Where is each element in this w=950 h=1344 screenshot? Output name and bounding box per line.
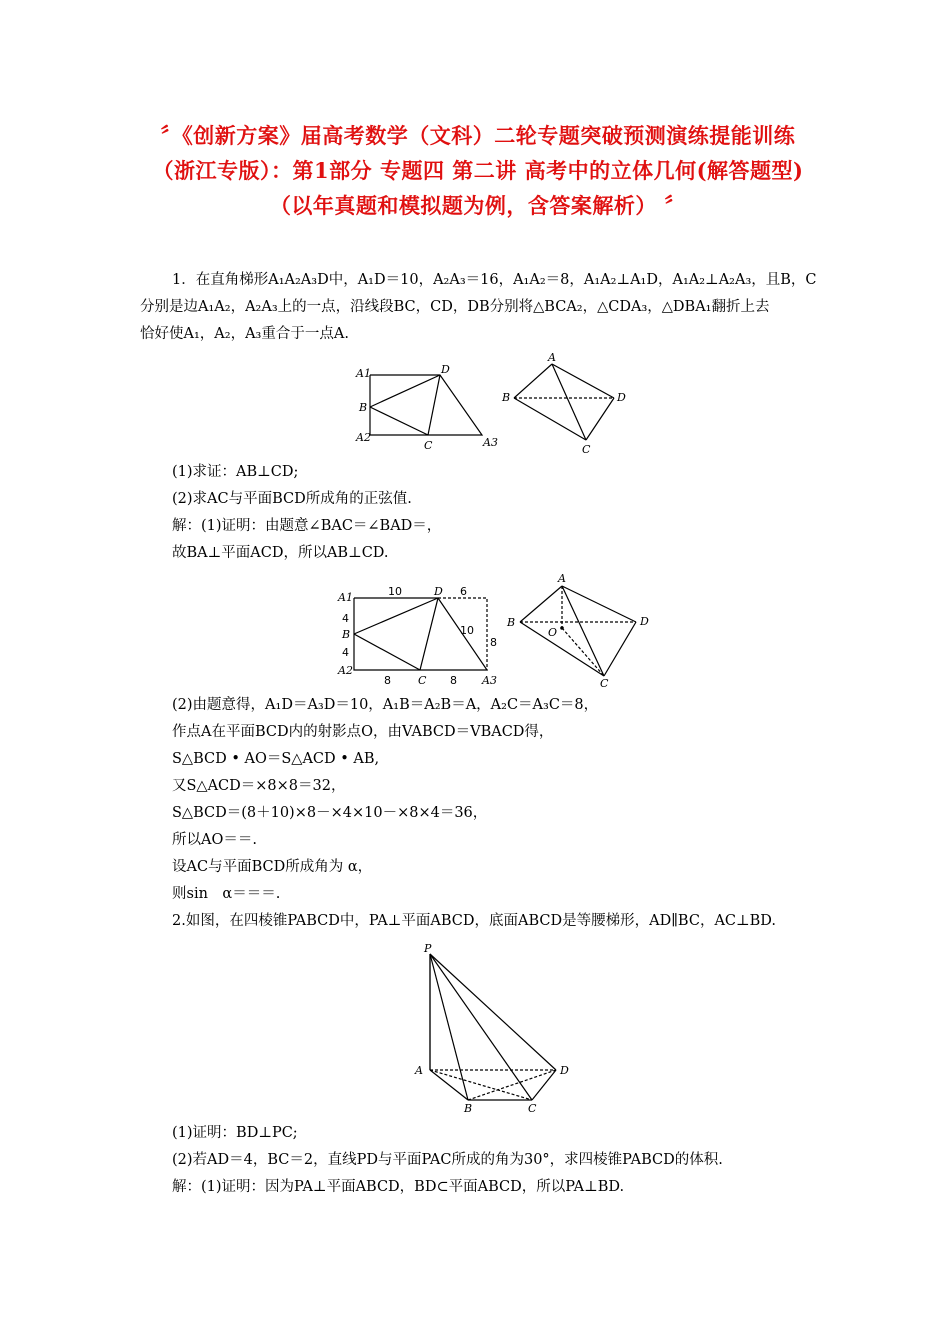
text-line-2: 分别是边A₁A₂，A₂A₃上的一点，沿线段BC，CD，DB分别将△BCA₂，△CDA₃，△DBA₁翻折上去 bbox=[140, 299, 770, 315]
label-A3: A3 bbox=[482, 674, 497, 687]
label-A: A bbox=[548, 351, 556, 364]
text-line-16: 2.如图，在四棱锥PABCD中，PA⊥平面ABCD，底面ABCD是等腰梯形，AD∥BC，AC⊥BD. bbox=[172, 913, 777, 929]
label-B: B bbox=[464, 1102, 473, 1115]
text-line-15: 则sin α＝＝＝. bbox=[172, 886, 281, 902]
text-line-14: 设AC与平面BCD所成角为 α， bbox=[172, 859, 373, 875]
text-line-7: 故BA⊥平面ACD，所以AB⊥CD. bbox=[172, 545, 389, 561]
text-line-4: (1)求证：AB⊥CD; bbox=[172, 464, 299, 480]
label-8-bottom-left: 8 bbox=[384, 674, 391, 687]
text-line-18: (2)若AD＝4，BC＝2，直线PD与平面PAC所成的角为30°，求四棱锥PABCD的体积. bbox=[172, 1152, 723, 1168]
label-P: P bbox=[424, 942, 432, 955]
text-line-19: 解：(1)证明：因为PA⊥平面ABCD，BD⊂平面ABCD，所以PA⊥BD. bbox=[172, 1179, 625, 1195]
document-title: 〞《创新方案》届高考数学（文科）二轮专题突破预测演练提能训练（浙江专版）：第1部分 专题四 第二讲 高考中的立体几何(解答题型) （以年真题和模拟题为例，含答案解析） 〞 bbox=[152, 123, 804, 218]
label-6: 6 bbox=[460, 585, 467, 598]
label-C: C bbox=[528, 1102, 537, 1115]
figure-tetrahedron bbox=[498, 350, 638, 460]
label-B: B bbox=[502, 391, 511, 404]
text-line-9: 作点A在平面BCD内的射影点O，由VABCD＝VBACD得， bbox=[172, 724, 554, 740]
label-A1: A1 bbox=[338, 591, 353, 604]
label-C: C bbox=[424, 439, 433, 452]
label-A: A bbox=[415, 1064, 423, 1077]
label-4-top: 4 bbox=[342, 612, 349, 625]
label-B: B bbox=[507, 616, 516, 629]
figure-tetrahedron-projection bbox=[500, 570, 660, 690]
label-A2: A2 bbox=[356, 431, 371, 444]
label-C: C bbox=[582, 443, 591, 456]
text-line-11: 又S△ACD＝×8×8＝32， bbox=[172, 778, 346, 794]
figure-trapezoid bbox=[350, 355, 510, 455]
label-O: O bbox=[548, 626, 558, 639]
label-B: B bbox=[359, 401, 368, 414]
label-D: D bbox=[441, 363, 450, 376]
label-A3: A3 bbox=[483, 436, 498, 449]
label-10-top: 10 bbox=[388, 585, 402, 598]
label-8-right: 8 bbox=[490, 636, 497, 649]
label-C: C bbox=[600, 677, 609, 690]
label-D: D bbox=[640, 615, 649, 628]
label-C: C bbox=[418, 674, 427, 687]
label-D: D bbox=[617, 391, 626, 404]
label-D: D bbox=[434, 585, 443, 598]
text-line-12: S△BCD＝(8＋10)×8－×4×10－×8×4＝36， bbox=[172, 805, 488, 821]
text-line-8: (2)由题意得，A₁D＝A₃D＝10，A₁B＝A₂B＝A，A₂C＝A₃C＝8， bbox=[172, 697, 599, 713]
figure-pyramid bbox=[408, 940, 583, 1120]
label-8-bottom-right: 8 bbox=[450, 674, 457, 687]
text-line-1: 1．在直角梯形A₁A₂A₃D中，A₁D＝10，A₂A₃＝16，A₁A₂＝8，A₁A₂⊥A₁D，A₁A₂⊥A₂A₃，且B，C bbox=[172, 272, 817, 288]
text-line-13: 所以AO＝＝. bbox=[172, 832, 257, 848]
text-line-6: 解：(1)证明：由题意∠BAC＝∠BAD＝， bbox=[172, 518, 442, 534]
label-A1: A1 bbox=[356, 367, 371, 380]
label-D: D bbox=[560, 1064, 569, 1077]
figure-trapezoid-labeled bbox=[332, 578, 512, 688]
label-A: A bbox=[558, 572, 566, 585]
text-line-10: S△BCD • AO＝S△ACD • AB, bbox=[172, 751, 380, 767]
text-line-5: (2)求AC与平面BCD所成角的正弦值. bbox=[172, 491, 412, 507]
label-A2: A2 bbox=[338, 664, 353, 677]
text-line-17: (1)证明：BD⊥PC; bbox=[172, 1125, 298, 1141]
text-line-3: 恰好使A₁，A₂，A₃重合于一点A. bbox=[140, 326, 349, 342]
label-4-bottom: 4 bbox=[342, 646, 349, 659]
label-B: B bbox=[342, 628, 351, 641]
label-10-diag: 10 bbox=[460, 624, 474, 637]
